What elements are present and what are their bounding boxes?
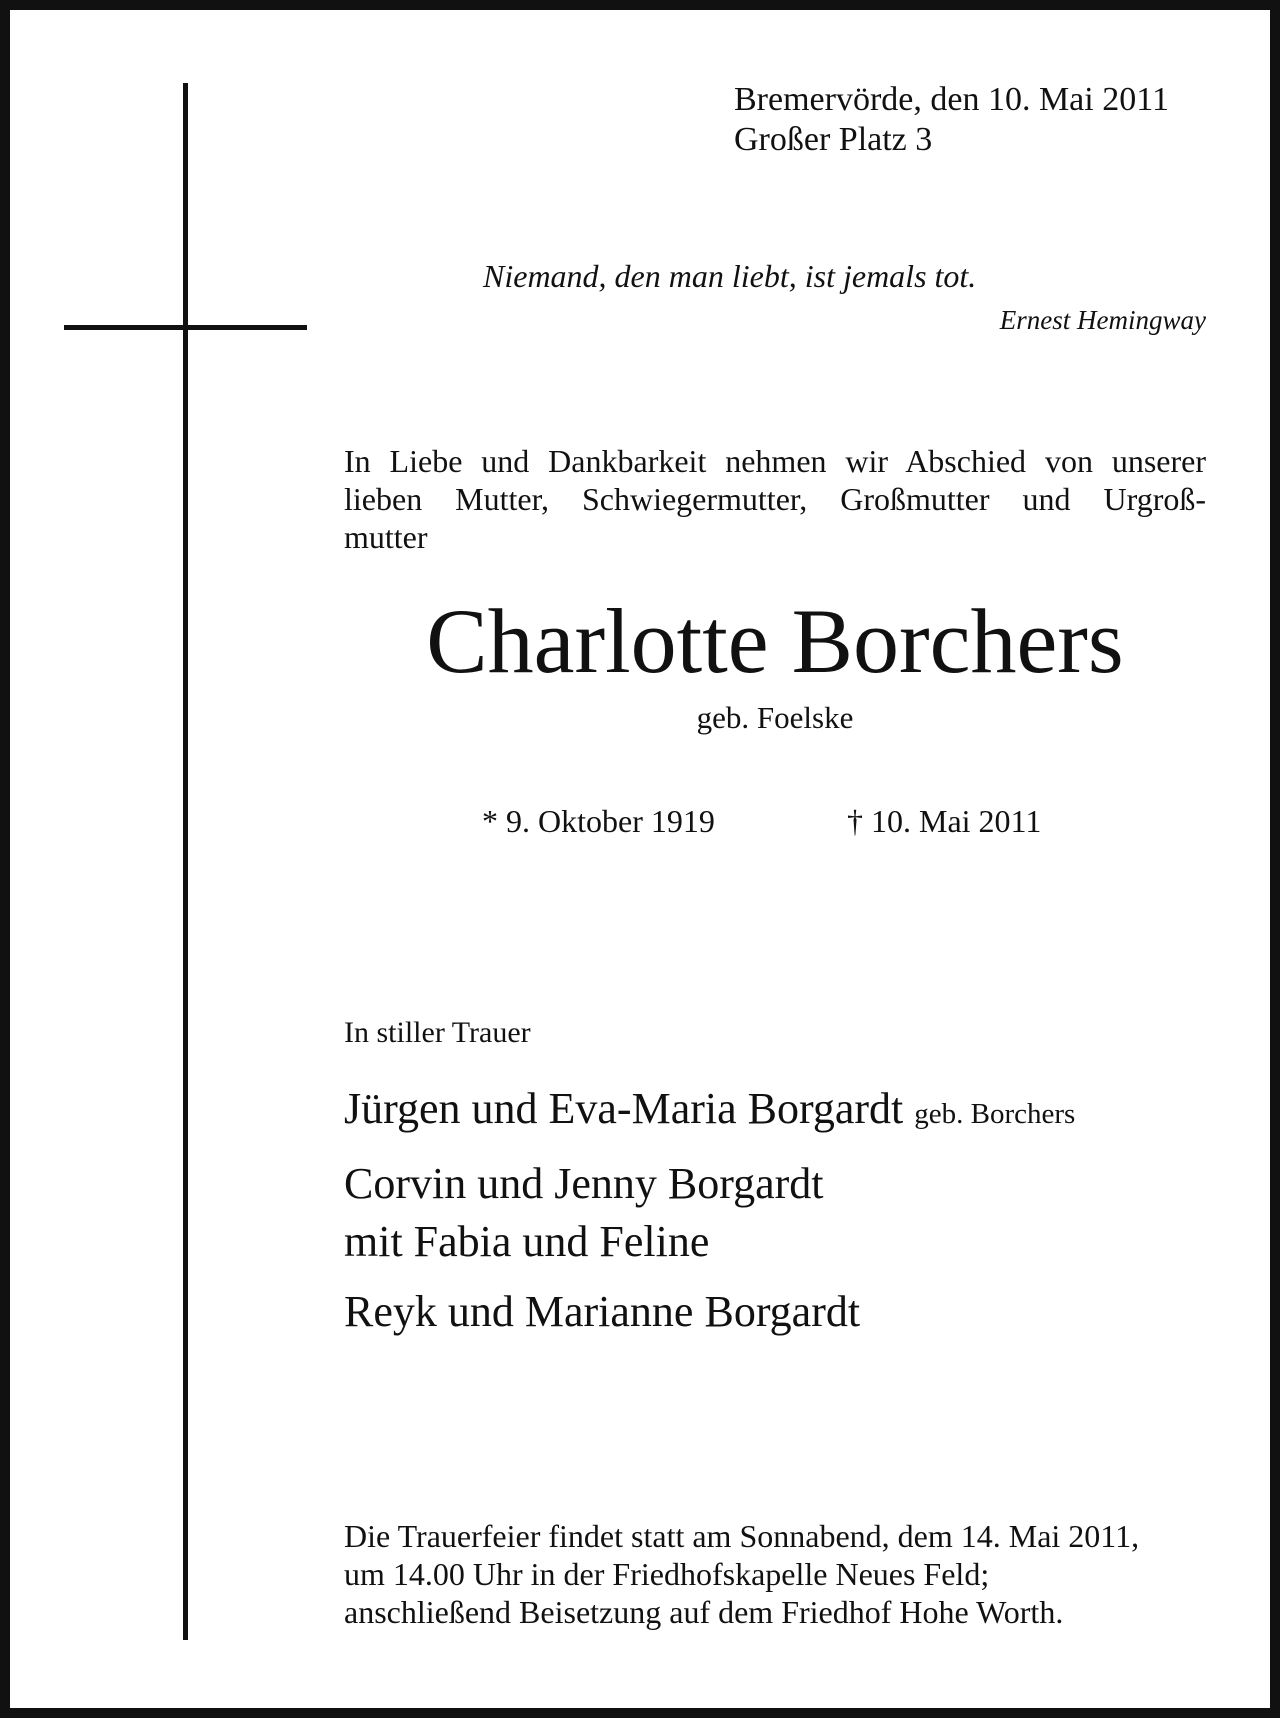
death-date: † 10. Mai 2011 <box>847 803 1042 839</box>
mourner-entry <box>344 1213 1075 1271</box>
service-line: anschließend Beisetzung auf dem Friedhof Hohe Worth. <box>344 1594 1064 1630</box>
quote-author: Ernest Hemingway <box>999 305 1206 335</box>
mourner-entry <box>344 1155 1075 1213</box>
place-date: Bremervörde, den 10. Mai 2011 <box>734 81 1169 118</box>
cross-icon-vertical-bar <box>183 83 188 1640</box>
intro-line: lieben Mutter, Schwiegermutter, Großmutter und Urgroß- <box>344 481 1206 517</box>
deceased-name: Charlotte Borchers <box>426 590 1124 692</box>
intro-line: mutter <box>344 519 428 555</box>
service-line: Die Trauerfeier findet statt am Sonnabend, dem 14. Mai 2011, <box>344 1518 1140 1554</box>
cross-icon-horizontal-bar <box>64 325 307 330</box>
place-date-block <box>734 80 1169 160</box>
maiden-name: geb. Foelske <box>696 700 854 735</box>
intro-paragraph <box>344 442 1206 556</box>
mourner-name: Jürgen und Eva-Maria Borgardt <box>344 1084 904 1133</box>
mourners-list <box>344 1080 1075 1341</box>
mourner-name: Reyk und Marianne Borgardt <box>344 1287 861 1336</box>
mourner-name: Corvin und Jenny Borgardt <box>344 1159 824 1208</box>
mourner-note: geb. Borchers <box>914 1098 1076 1130</box>
quote-text: Niemand, den man liebt, ist jemals tot. <box>483 258 977 294</box>
intro-line: In Liebe und Dankbarkeit nehmen wir Abschied von unserer <box>344 443 1206 479</box>
mourner-entry <box>344 1283 1075 1341</box>
service-notice <box>344 1517 1139 1631</box>
birth-date: * 9. Oktober 1919 <box>482 803 715 839</box>
address: Großer Platz 3 <box>734 121 933 158</box>
mourner-name: mit Fabia und Feline <box>344 1217 710 1266</box>
mourning-label: In stiller Trauer <box>344 1016 531 1049</box>
mourner-entry <box>344 1080 1075 1143</box>
service-line: um 14.00 Uhr in der Friedhofskapelle Neues Feld; <box>344 1556 990 1592</box>
